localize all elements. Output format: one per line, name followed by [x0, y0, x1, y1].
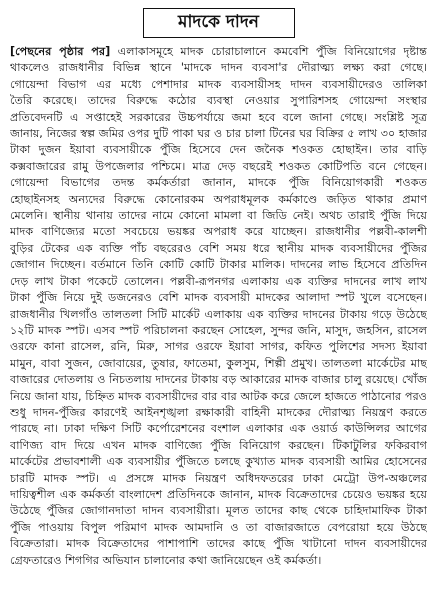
article-line: গোয়েন্দা বিভাগের তদন্ত কর্মকর্তারা জানান, মাদকে পুঁজি বিনিয়োগকারী শওকত [10, 176, 427, 190]
article-line: নিয়ে জানা যায়, চিহ্নিত মাদক ব্যবসায়ীদের বার বার আটক করে জেলে হাজতে পাঠানোর পরও [10, 389, 427, 403]
article-line: বুড়ির টেকের এক ব্যক্তি পাঁচ বছরেরও বেশি সময় ধরে স্থানীয় মাদক ব্যবসায়ীদের পুঁজির [10, 241, 427, 255]
article-line: বিক্রেতারা। মাদক বিক্রেতাদের পাশাপাশি তাদের কাছে পুঁজি খাটানো দাদন ব্যবসায়ীদের [10, 537, 427, 551]
article-line: মার্কেটের প্রভাবশালী এক ব্যবসায়ীর পুঁজিতে চলছে কুখ্যাত মাদক ব্যবসায়ী আমির হোসেনের [10, 455, 427, 469]
headline: মাদকে দাদন [178, 12, 259, 32]
article-line: দায়িত্বশীল এক কর্মকর্তা বাংলাদেশ প্রতিদিনকে জানান, মাদক বিক্রেতাদের চেয়েও ভয়ঙ্কর হয়ে [10, 487, 427, 501]
article-line: মেলেনি। স্থানীয় থানায় তাদের নামে কোনো মামলা বা জিডি নেই। অথচ তারাই পুঁজি দিয়ে [10, 209, 427, 223]
article-line: রাজধানীর খিলগাঁও তালতলা সিটি মার্কেট এলাকায় এক ব্যক্তির দাদনের টাকায় গড়ে উঠেছে [10, 307, 427, 321]
article-line: মামুন, বাবা সুজন, জোবায়ের, তুষার, ফাতেমা, কুলসুম, শিল্পী প্রমুখ। তালতলা মার্কেটের মাছ [10, 356, 427, 370]
article-line: ১২টি মাদক স্পট। এসব স্পট পরিচালনা করছেন সোহেল, সুন্দর জনি, মাসুদ, জহসিন, রাসেল [10, 323, 427, 337]
article-line: গ্রেফতারেও শিগগির অভিযান চালানোর কথা জানিয়েছেন ওই কর্মকর্তা। [10, 553, 322, 567]
article-line: ওরফে কানা রাসেল, রনি, মিরু, সাগর ওরফে ইয়াবা সাগর, কফিত পুলিশের সদস্য ইয়াবা [10, 340, 427, 354]
article-body [10, 44, 427, 569]
article-line: তৈরি করেছে। তাদের বিরুদ্ধে কঠোর ব্যবস্থা নেওয়ার সুপারিশসহ গোয়েন্দা সংস্থার [10, 94, 427, 108]
article-line: শুধু দাদন-পুঁজির কারণেই আইনশৃঙ্খলা রক্ষাকারী বাহিনী মাদকের দৌরাত্ম্য নিয়ন্ত্রণ করতে [10, 405, 427, 419]
article-line-text: এলাকাসমূহে মাদক চোরাচালানে কমবেশি পুঁজি বিনিয়োগের দৃষ্টান্ত [110, 45, 427, 58]
article-line: জোগান দিচ্ছেন। বর্তমানে তিনি কোটি কোটি টাকার মালিক। দাদনের লাভ হিসেবে প্রতিদিন [10, 258, 427, 272]
article-line: গোয়েন্দা বিভাগ এর মধ্যে পেশাদার মাদক ব্যবসায়ীসহ দাদন ব্যবসায়ীদেরও তালিকা [10, 77, 427, 91]
article-line: বাজারের দোতলায় ও নিচতলায় দাদনের টাকায় বড় আকারের মাদক বাজার চালু রয়েছে। খোঁজ [10, 373, 427, 387]
article-line [10, 44, 427, 60]
article-line: থাকলেও রাজধানীর বিভিন্ন স্থানে 'মাদকে দাদন ব্যবসা'র দৌরাত্ম্য লক্ষ্য করা গেছে। [10, 61, 427, 75]
article-line: মাদক বাণিজ্যের মতো সবচেয়ে ভয়ঙ্কর অপরাধ করে যাচ্ছেন। রাজধানীর পল্লবী-কালশী [10, 225, 427, 239]
article-line: কক্সবাজারের রামু উপজেলার পশ্চিমে। মাত্র দেড় বছরেই শওকত কোটিপতি বনে গেছেন। [10, 159, 427, 173]
article-line: হোছাইনসহ অন্যদের বিরুদ্ধে কোনোরকম অপরাধমূলক কর্মকাণ্ডে জড়িত থাকার প্রমাণ [10, 192, 427, 206]
continuation-tag: [পেছনের পৃষ্ঠার পর] [10, 45, 111, 58]
headline-box [143, 8, 295, 38]
article-line: পুঁজি পাওয়ায় বিপুল পরিমাণ মাদক আমদানি ও তা বাজারজাতে বেপরোয়া হয়ে উঠছে [10, 520, 427, 534]
article-line: বাণিজ্য বাদ দিয়ে এখন মাদক বাণিজ্যে পুঁজি বিনিয়োগ করছেন। টিকাটুলির ফকিরবাগ [10, 438, 427, 452]
article-line: পারছে না। ঢাকা দক্ষিণ সিটি কর্পোরেশনের বংশাল এলাকার এক ওয়ার্ড কাউন্সিলর আগের [10, 422, 427, 436]
article-line: উঠেছে পুঁজির জোগানদাতা দাদন ব্যবসায়ীরা। মূলত তাদের কাছ থেকে চাহিদামাফিক টাকা [10, 504, 427, 518]
article-line: দেড় লাখ টাকা পকেটে তোলেন। পল্লবী-রূপনগর এলাকায় এক ব্যক্তির দাদনের লাখ লাখ [10, 274, 427, 288]
article-line: টাকা দুজন ইয়াবা ব্যবসায়ীকে পুঁজি হিসেবে দেন জনৈক শওকত হোছাইন। তার বাড়ি [10, 143, 427, 157]
article-line: চারটি মাদক স্পট। এ প্রসঙ্গে মাদক নিয়ন্ত্রণ অধিদফতরের ঢাকা মেট্রো উপ-অঞ্চলের [10, 471, 427, 485]
article-line: টাকা পুঁজি নিয়ে দুই ডজনেরও বেশি মাদক ব্যবসায়ী মাদকের আলাদা স্পট খুলে বসেছেন। [10, 291, 427, 305]
article-line: জানায়, নিজের স্বল্প জমির ওপর দুটি পাকা ঘর ও চার চালা টিনের ঘর বিক্রির ৫ লাখ ৩০ হাজার [10, 127, 427, 141]
article-line: প্রতিবেদনটি এ সপ্তাহেই সরকারের উচ্চপর্যায়ে জমা হবে বলে জানা গেছে। সংশ্লিষ্ট সূত্র [10, 110, 427, 124]
